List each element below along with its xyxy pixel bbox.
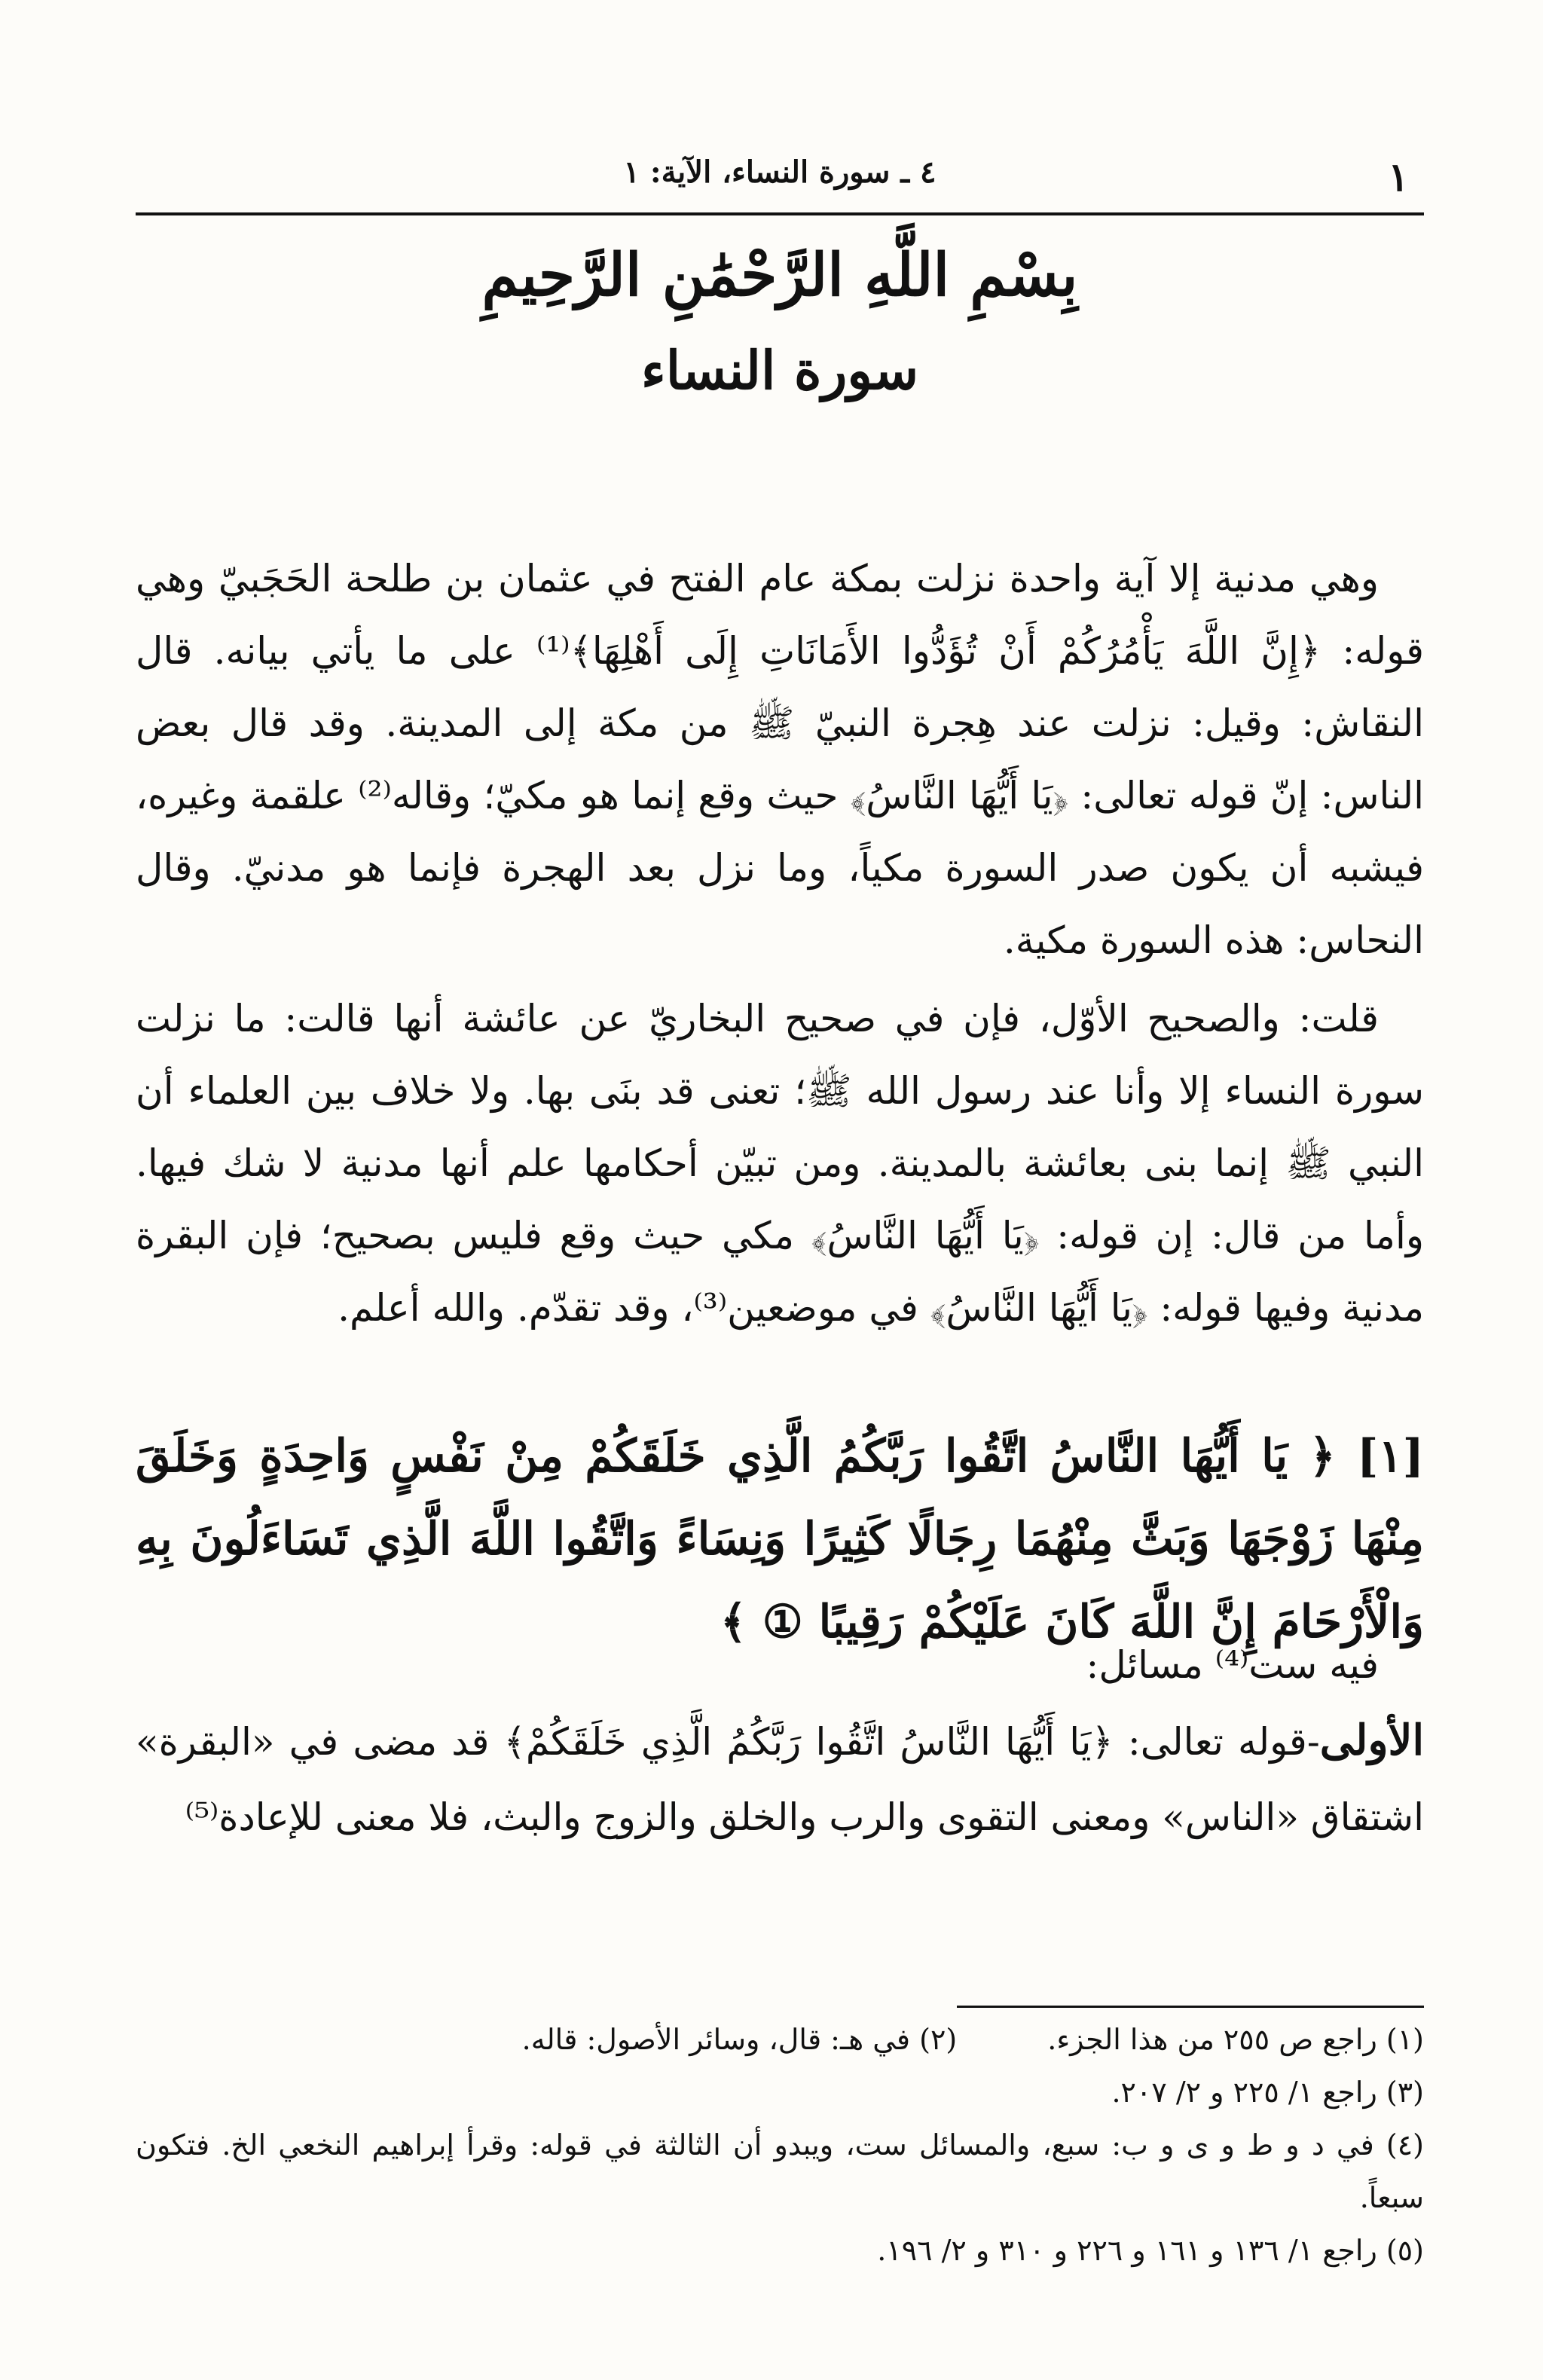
paragraph: قلت: والصحيح الأوّل، فإن في صحيح البخاريّ عن عائشة أنها قالت: ما نزلت سورة النساء إلا وأنا عند رسول الله ﷺ؛ تعنى قد بنَى بها. ولا خلاف بين العلماء أن النبي ﷺ إنما بنى بعائشة بالمدينة. ومن تبيّن أحكامها علم أنها مدنية لا شك فيها. وأما من قال: إن قوله: ﴿يَا أَيُّهَا النَّاسُ﴾ مكي حيث وقع فليس بصحيح؛ فإن البقرة مدنية وفيها قوله: ﴿يَا أَيُّهَا النَّاسُ﴾ في موضعين⁽³⁾، وقد تقدّم. والله أعلم. bbox=[136, 997, 1424, 1330]
issues-intro: فيه ست⁽⁴⁾ مسائل: bbox=[1086, 1643, 1379, 1687]
footnote-row bbox=[136, 2013, 1424, 2066]
running-title: ٤ ـ سورة النساء، الآية: ١ bbox=[623, 154, 936, 190]
page-number: ١ bbox=[1388, 154, 1409, 200]
footnote-2: (٢) في هـ: قال، وسائر الأصول: قاله. bbox=[521, 2023, 958, 2056]
first-issue-text: -قوله تعالى: ﴿يَا أَيُّهَا النَّاسُ اتَّقُوا رَبَّكُمُ الَّذِي خَلَقَكُمْ﴾ قد مضى في «البقرة» اشتقاق «الناس» ومعنى التقوى والرب والخلق والزوج والبث، فلا معنى للإعادة⁽⁵⁾ bbox=[136, 1720, 1424, 1839]
intro-text bbox=[136, 542, 1424, 1350]
verse-text: ﴿ يَا أَيُّهَا النَّاسُ اتَّقُوا رَبَّكُمُ الَّذِي خَلَقَكُمْ مِنْ نَفْسٍ وَاحِدَةٍ وَخَلَقَ مِنْهَا زَوْجَهَا وَبَثَّ مِنْهُمَا رِجَالًا كَثِيرًا وَنِسَاءً وَاتَّقُوا اللَّهَ الَّذِي تَسَاءَلُونَ بِهِ وَالْأَرْحَامَ إِنَّ اللَّهَ كَانَ عَلَيْكُمْ رَقِيبًا ① ﴾ bbox=[136, 1430, 1424, 1648]
running-header bbox=[136, 154, 1424, 200]
footnote-1: (١) راجع ص ٢٥٥ من هذا الجزء. bbox=[1047, 2023, 1424, 2056]
book-page bbox=[136, 0, 1424, 2380]
footnote-3: (٣) راجع ١/ ٢٢٥ و ٢/ ٢٠٧. bbox=[1111, 2076, 1424, 2109]
issues-section bbox=[136, 1627, 1424, 1855]
first-issue bbox=[136, 1703, 1424, 1855]
footnotes bbox=[136, 2013, 1424, 2277]
paragraph: وهي مدنية إلا آية واحدة نزلت بمكة عام الفتح في عثمان بن طلحة الحَجَبيّ وهي قوله: ﴿إِنَّ اللَّهَ يَأْمُرُكُمْ أَنْ تُؤَدُّوا الأَمَانَاتِ إِلَى أَهْلِهَا﴾⁽¹⁾ على ما يأتي بيانه. قال النقاش: وقيل: نزلت عند هِجرة النبيّ ﷺ من مكة إلى المدينة. وقد قال بعض الناس: إنّ قوله تعالى: ﴿يَا أَيُّهَا النَّاسُ﴾ حيث وقع إنما هو مكيّ؛ وقاله⁽²⁾ علقمة وغيره، فيشبه أن يكون صدر السورة مكياً، وما نزل بعد الهجرة فإنما هو مدنيّ. وقال النحاس: هذه السورة مكية. bbox=[136, 557, 1425, 962]
first-issue-label: الأولى bbox=[1319, 1715, 1424, 1765]
footnote-rule bbox=[957, 2006, 1424, 2008]
basmala: بِسْمِ اللَّهِ الرَّحْمَٰنِ الرَّحِيمِ bbox=[481, 241, 1078, 310]
header-rule bbox=[136, 212, 1424, 215]
footnote-4: (٤) في د و ط و ى و ب: سبع، والمسائل ست، ويبدو أن الثالثة في قوله: وقرأ إبراهيم النخعي الخ. فتكون سبعاً. bbox=[136, 2128, 1424, 2214]
quran-verse bbox=[136, 1415, 1424, 1664]
footnote-5: (٥) راجع ١/ ١٣٦ و ١٦١ و ٢٢٦ و ٣١٠ و ٢/ ١٩٦. bbox=[877, 2234, 1424, 2267]
surah-title: سورة النساء bbox=[640, 339, 919, 402]
verse-number: [١] bbox=[1356, 1430, 1424, 1483]
